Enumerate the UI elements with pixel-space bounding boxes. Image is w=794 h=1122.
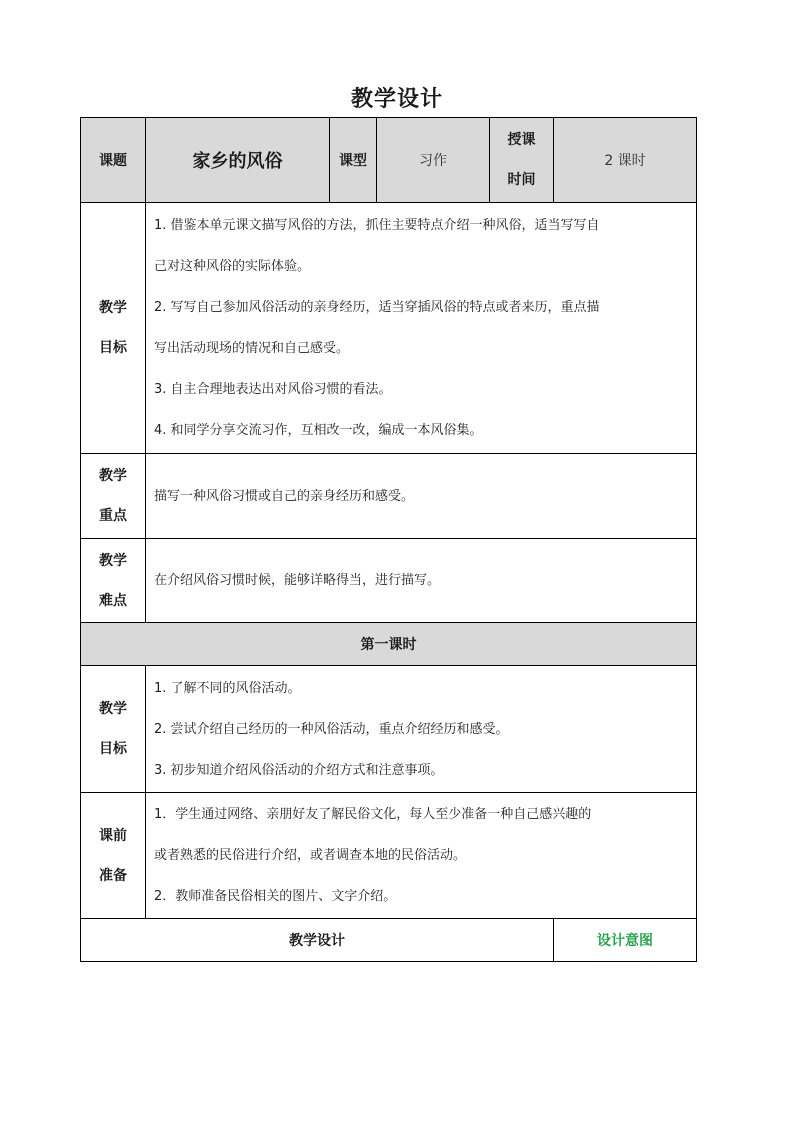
- goals-line: 3. 自主合理地表达出对风俗习惯的看法。: [154, 382, 392, 397]
- design-label: 教学设计: [81, 919, 554, 962]
- lesson-goals-row: [81, 666, 697, 793]
- key-points-label-line-2: 重点: [99, 508, 127, 524]
- preparation-line: 2．教师准备民俗相关的图片、文字介绍。: [154, 889, 397, 904]
- goals-label: [81, 203, 146, 454]
- key-points-text: 描写一种风俗习惯或自己的亲身经历和感受。: [154, 488, 415, 504]
- lesson-goals-line: 2. 尝试介绍自己经历的一种风俗活动，重点介绍经历和感受。: [154, 721, 509, 737]
- lesson-plan-table: [80, 117, 697, 962]
- goals-line: 1. 借鉴本单元课文描写风俗的方法，抓住主要特点介绍一种风俗，适当写写自: [154, 218, 600, 233]
- page-title: 教学设计: [350, 87, 443, 112]
- lesson-goals-content: [146, 666, 697, 793]
- intent-label: 设计意图: [554, 919, 697, 962]
- difficulties-content: [146, 539, 697, 623]
- time-value: 2 课时: [554, 118, 697, 203]
- time-label: [490, 118, 554, 203]
- footer-row: [81, 919, 697, 962]
- type-value: 习作: [377, 118, 490, 203]
- lesson-goals-line: 3. 初步知道介绍风俗活动的介绍方式和注意事项。: [154, 762, 444, 778]
- preparation-content: [146, 793, 697, 919]
- goals-content: [146, 203, 697, 454]
- goals-line: 己对这种风俗的实际体验。: [154, 259, 311, 274]
- preparation-line: 1．学生通过网络、亲朋好友了解民俗文化，每人至少准备一种自己感兴趣的: [154, 807, 592, 822]
- preparation-label: [81, 793, 146, 919]
- key-points-label-line-1: 教学: [99, 468, 127, 484]
- preparation-label-line-2: 准备: [99, 867, 127, 884]
- preparation-row: [81, 793, 697, 919]
- difficulties-row: [81, 539, 697, 623]
- preparation-label-line-1: 课前: [99, 827, 127, 844]
- time-label-line-2: 时间: [507, 172, 536, 188]
- header-row: [81, 118, 697, 203]
- first-lesson-title: 第一课时: [81, 623, 697, 666]
- difficulties-text: 在介绍风俗习惯时候，能够详略得当，进行描写。: [154, 573, 441, 588]
- lesson-goals-label-line-2: 目标: [99, 741, 127, 757]
- goals-label-line-2: 目标: [99, 340, 127, 356]
- lesson-goals-label: [81, 666, 146, 793]
- lesson-goals-line: 1. 了解不同的风俗活动。: [154, 680, 301, 696]
- key-points-content: [146, 454, 697, 539]
- lesson-goals-label-line-1: 教学: [99, 701, 127, 717]
- goals-line: 4. 和同学分享交流习作，互相改一改，编成一本风俗集。: [154, 423, 483, 438]
- difficulties-label: [81, 539, 146, 623]
- goals-line: 2. 写写自己参加风俗活动的亲身经历，适当穿插风俗的特点或者来历，重点描: [154, 300, 600, 315]
- difficulties-label-line-1: 教学: [99, 552, 127, 569]
- goals-row: [81, 203, 697, 454]
- first-lesson-row: [81, 623, 697, 666]
- time-label-line-1: 授课: [507, 132, 536, 148]
- key-points-label: [81, 454, 146, 539]
- preparation-line: 或者熟悉的民俗进行介绍，或者调查本地的民俗活动。: [154, 848, 467, 863]
- goals-label-line-1: 教学: [99, 300, 127, 316]
- difficulties-label-line-2: 难点: [99, 592, 127, 609]
- key-points-row: [81, 454, 697, 539]
- topic-label: 课题: [81, 118, 146, 203]
- topic-value: 家乡的风俗: [146, 118, 330, 203]
- goals-line: 写出活动现场的情况和自己感受。: [154, 341, 350, 356]
- type-label: 课型: [330, 118, 377, 203]
